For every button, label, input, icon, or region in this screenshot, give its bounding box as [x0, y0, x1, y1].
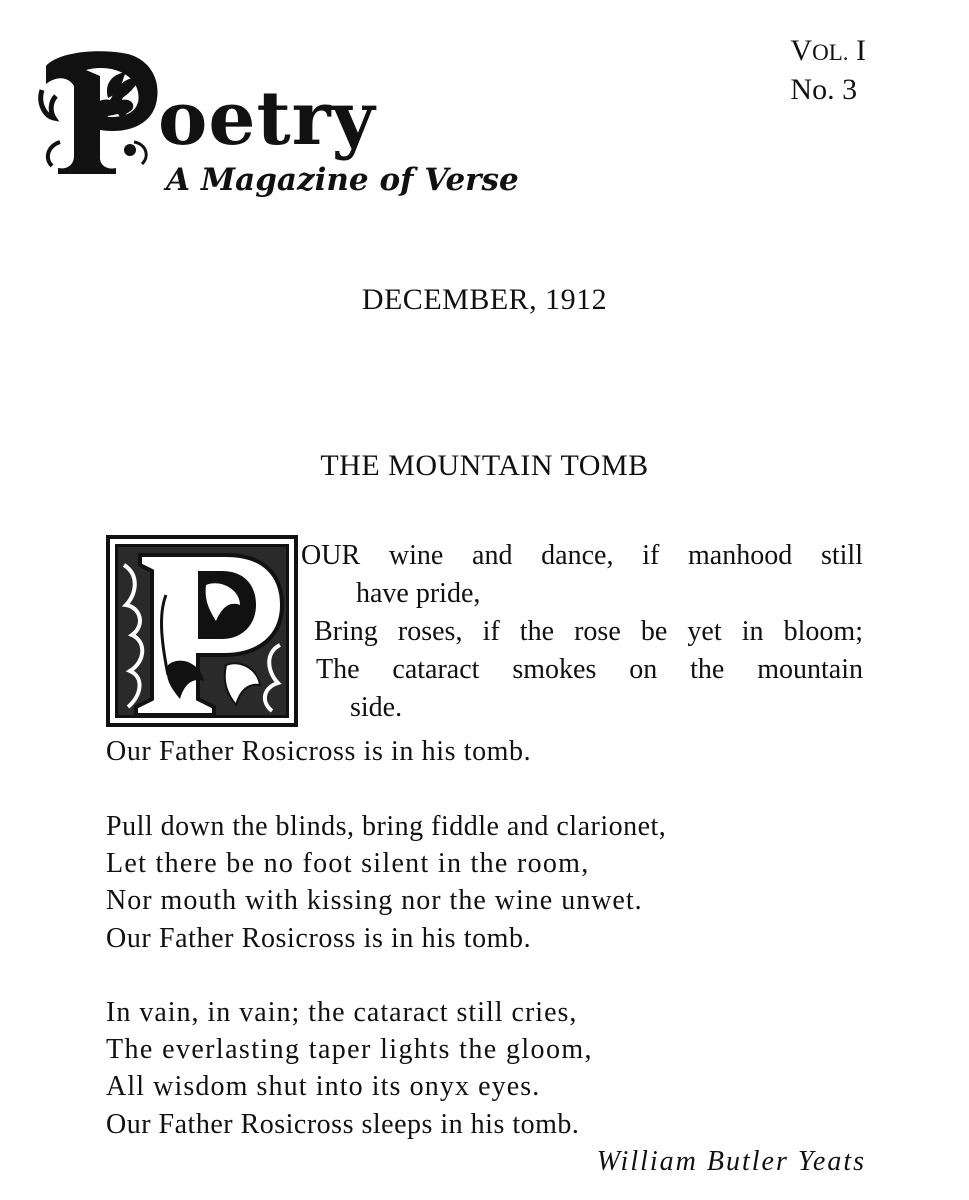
masthead — [38, 40, 518, 210]
volume-number: I — [856, 34, 866, 67]
poem-line: Let there be no foot silent in the room, — [106, 848, 590, 879]
poem-line: In vain, in vain; the cataract still cries, — [106, 997, 578, 1028]
issue-date: DECEMBER, 1912 — [361, 283, 608, 316]
magazine-tagline: A Magazine of Verse — [166, 162, 519, 198]
poem-line: OUR wine and dance, if manhood still — [301, 540, 863, 571]
poem-line: The cataract smokes on the mountain — [316, 654, 863, 685]
poem-line: The everlasting taper lights the gloom, — [106, 1034, 593, 1065]
volume-info — [790, 32, 866, 108]
poem-line: Bring roses, if the rose be yet in bloom; — [314, 616, 863, 647]
volume-prefix-initial: V — [790, 34, 813, 67]
issue-line — [790, 71, 866, 108]
pegasus-icon — [38, 46, 164, 174]
ornamental-initial-p-icon — [106, 535, 298, 727]
poem-line: Nor mouth with kissing nor the wine unwet. — [106, 885, 643, 916]
poem-line: Pull down the blinds, bring fiddle and clarionet, — [106, 811, 667, 842]
poem-author: William Butler Yeats — [596, 1146, 866, 1177]
poem-line: All wisdom shut into its onyx eyes. — [106, 1071, 541, 1102]
volume-line — [790, 32, 866, 71]
poem-line: Our Father Rosicross is in his tomb. — [106, 736, 532, 767]
poem-line: Our Father Rosicross is in his tomb. — [106, 923, 532, 954]
issue-label: No. — [790, 73, 835, 106]
volume-prefix-rest: OL. — [812, 40, 849, 65]
poem-line: have pride, — [356, 578, 481, 609]
poem-line: Our Father Rosicross sleeps in his tomb. — [106, 1109, 580, 1140]
logo-wordmark: oetry — [158, 76, 376, 162]
issue-number: 3 — [842, 73, 858, 106]
poem-title: THE MOUNTAIN TOMB — [320, 449, 649, 482]
poem-line: side. — [350, 692, 403, 723]
